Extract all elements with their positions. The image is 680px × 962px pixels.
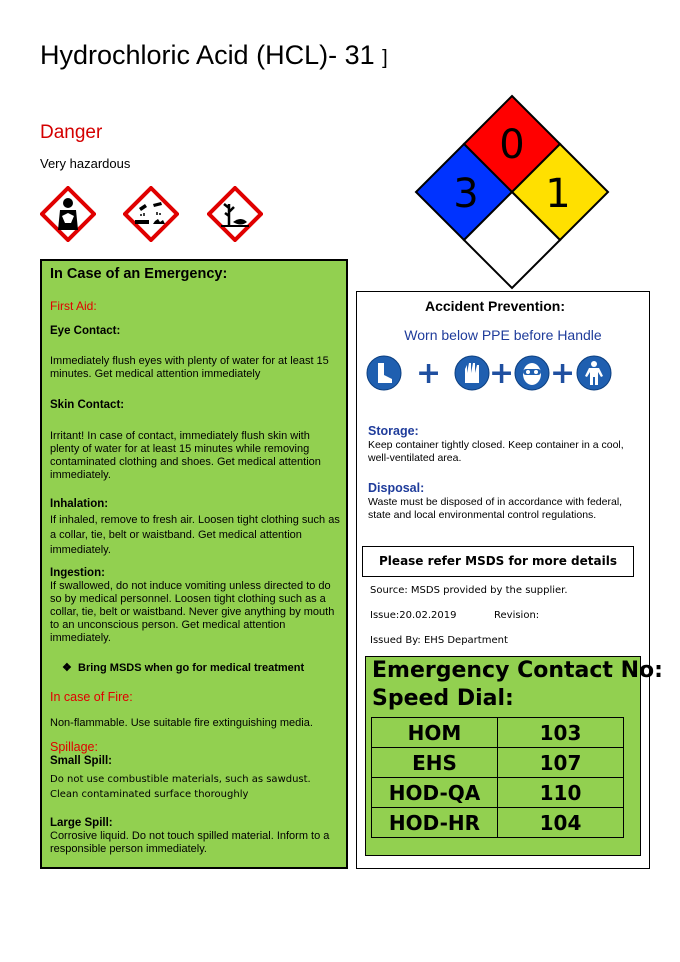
number-cell: 110 <box>498 778 624 808</box>
fire-title: In case of Fire: <box>50 690 133 704</box>
accident-prevention-panel <box>356 291 663 869</box>
plus-icon: + <box>550 356 576 391</box>
nfpa-right-value: 1 <box>545 171 571 217</box>
speed-dial-heading: Speed Dial: <box>372 686 514 711</box>
fire-text: Non-flammable. Use suitable fire extinguishing media. <box>50 717 313 729</box>
large-spill-title: Large Spill: <box>50 817 113 829</box>
disposal-title: Disposal: <box>368 481 425 495</box>
dept-cell: HOD-QA <box>372 778 498 808</box>
corrosion-icon <box>123 186 179 242</box>
ppe-note: Worn below PPE before Handle <box>404 327 602 343</box>
inhalation-title: Inhalation: <box>50 498 109 510</box>
nfpa-top-value: 0 <box>499 122 525 168</box>
ingestion-text: If swallowed, do not induce vomiting unless directed to do so by medical personnel. Loosen tight clothing such as a collar, tie, belt or waistband. Never give anything by mouth to an unconscious person. Get medical attention immediately. <box>50 580 335 644</box>
gloves-icon <box>454 355 490 391</box>
environment-icon <box>207 186 263 242</box>
number-cell: 107 <box>498 748 624 778</box>
disposal-text: Waste must be disposed of in accordance with federal, state and local environmental control regulations. <box>368 496 623 521</box>
storage-title: Storage: <box>368 424 419 438</box>
signal-word: Danger <box>40 122 103 143</box>
revision-text: Revision: <box>494 610 540 621</box>
issued-by: Issued By: EHS Department <box>370 635 508 646</box>
nfpa-left-value: 3 <box>453 171 479 217</box>
bring-msds-note: ❖ Bring MSDS when go for medical treatment <box>62 662 305 674</box>
page-title: Hydrochloric Acid (HCL)- 31 ] <box>40 40 388 70</box>
emergency-panel <box>40 259 348 869</box>
safety-boots-icon <box>366 355 402 391</box>
dept-cell: HOM <box>372 718 498 748</box>
first-aid-title: First Aid: <box>50 299 97 313</box>
table-row <box>372 808 624 838</box>
storage-text: Keep container tightly closed. Keep container in a cool, well-ventilated area. <box>368 439 624 464</box>
prevention-heading: Accident Prevention: <box>424 298 566 314</box>
inhalation-text: If inhaled, remove to fresh air. Loosen tight clothing such as a collar, tie, belt or waistband. Get medical attention immediately. <box>50 514 340 556</box>
contact-heading: Emergency Contact No: <box>372 658 663 683</box>
issue-date: Issue:20.02.2019 <box>370 610 457 621</box>
coverall-icon <box>576 355 612 391</box>
table-row <box>372 778 624 808</box>
plus-icon: + <box>489 356 515 391</box>
dept-cell: EHS <box>372 748 498 778</box>
emergency-contact-box <box>365 656 663 856</box>
source-text: Source: MSDS provided by the supplier. <box>370 585 568 596</box>
msds-note-box: Please refer MSDS for more details <box>362 546 634 577</box>
eye-contact-text: Immediately flush eyes with plenty of water for at least 15 minutes. Get medical attention immediately <box>50 355 329 380</box>
title-mark: ] <box>382 47 388 69</box>
ingestion-title: Ingestion: <box>50 567 105 579</box>
large-spill-text: Corrosive liquid. Do not touch spilled material. Inform to a responsible person immediately. <box>50 830 330 855</box>
number-cell: 104 <box>498 808 624 838</box>
signal-description: Very hazardous <box>40 156 131 171</box>
spillage-title: Spillage: <box>50 740 98 754</box>
eye-contact-title: Eye Contact: <box>50 325 121 337</box>
health-hazard-icon <box>40 186 96 242</box>
skin-contact-title: Skin Contact: <box>50 399 125 411</box>
small-spill-text: Do not use combustible materials, such as sawdust. Clean contaminated surface thoroughly <box>50 774 311 800</box>
dept-cell: HOD-HR <box>372 808 498 838</box>
speed-dial-table <box>371 717 624 838</box>
small-spill-title: Small Spill: <box>50 755 112 767</box>
table-row <box>372 718 624 748</box>
diamond-bullet-icon: ❖ <box>62 662 72 674</box>
goggles-icon <box>514 355 550 391</box>
table-row <box>372 748 624 778</box>
nfpa-diamond <box>412 94 612 290</box>
plus-icon: + <box>416 356 442 391</box>
skin-contact-text: Irritant! In case of contact, immediately flush skin with plenty of water for at least 15 minutes while removing contaminated clothing and shoes. Get medical attention immediately. <box>50 430 321 481</box>
emergency-heading: In Case of an Emergency: <box>50 266 228 282</box>
number-cell: 103 <box>498 718 624 748</box>
